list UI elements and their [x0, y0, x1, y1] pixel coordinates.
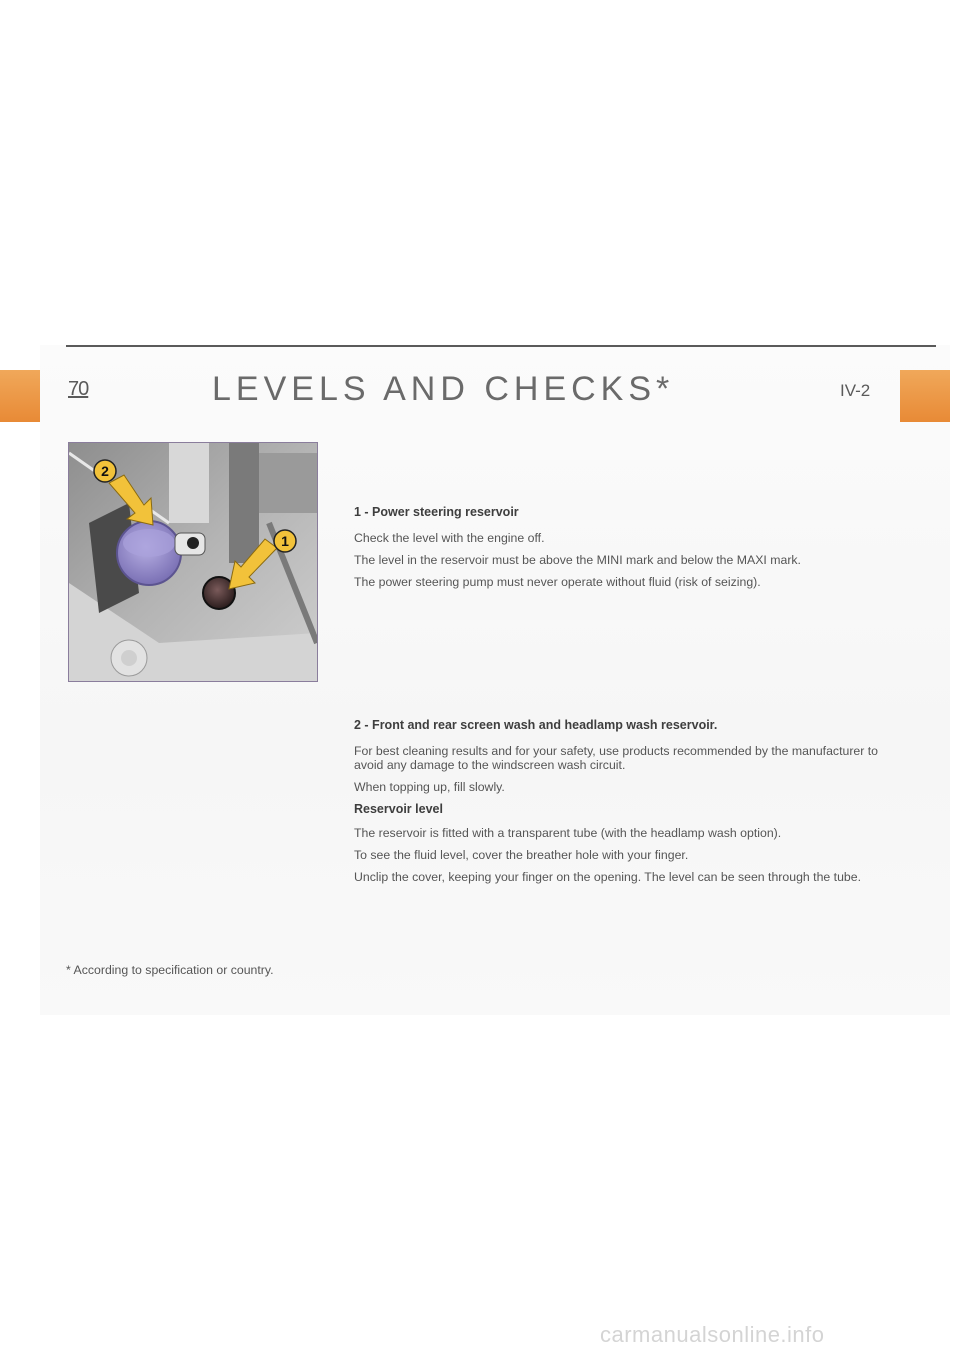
reservoir-level-paragraph: Unclip the cover, keeping your finger on the opening. The level can be seen through the tube. [354, 870, 862, 884]
section1-heading: 1 - Power steering reservoir [354, 505, 519, 519]
chapter-title: LEVELS AND CHECKS* [212, 370, 675, 408]
section-power-steering [354, 505, 900, 597]
section1-paragraph: The level in the reservoir must be above the MINI mark and below the MAXI mark. [354, 553, 801, 567]
section2-paragraph: For best cleaning results and for your safety, use products recommended by the manufacturer to avoid any damage to the windscreen wash circuit. [354, 744, 879, 772]
engine-part-shape [169, 443, 209, 523]
right-chapter-tab [900, 370, 950, 422]
header-rule [66, 345, 936, 347]
callout-2-label: 2 [101, 463, 109, 479]
section1-paragraph: The power steering pump must never operate without fluid (risk of seizing). [354, 575, 761, 589]
left-chapter-tab [0, 370, 40, 422]
section2-heading: 2 - Front and rear screen wash and headlamp wash reservoir. [354, 718, 718, 732]
footnote: * According to specification or country. [66, 963, 274, 977]
section-washer-reservoir [354, 718, 900, 892]
section1-paragraph: Check the level with the engine off. [354, 531, 545, 545]
callout-1-label: 1 [281, 533, 289, 549]
page-number: 70 [68, 378, 89, 400]
site-watermark: carmanualsonline.info [600, 1322, 825, 1347]
section2-paragraph: When topping up, fill slowly. [354, 780, 505, 794]
section-code: IV-2 [840, 381, 871, 400]
reservoir-level-paragraph: To see the fluid level, cover the breather hole with your finger. [354, 848, 689, 862]
reservoir-level-subheading: Reservoir level [354, 802, 443, 816]
engine-bay-photo [68, 442, 318, 682]
reservoir-level-paragraph: The reservoir is fitted with a transparent tube (with the headlamp wash option). [354, 826, 782, 840]
